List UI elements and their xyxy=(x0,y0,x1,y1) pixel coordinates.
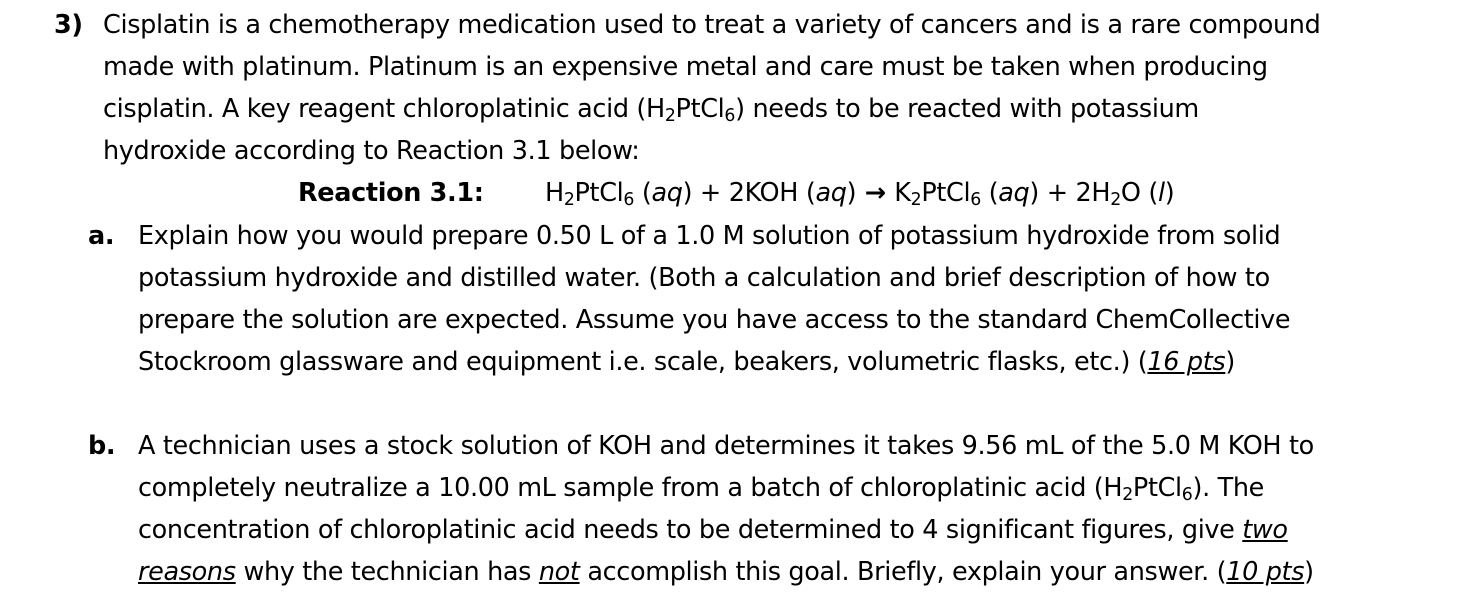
state-aq: aq xyxy=(998,178,1030,208)
part-b-points: 10 pts xyxy=(1226,557,1305,587)
part-b-line-2: completely neutralize a 10.00 mL sample from a batch of chloroplatinic acid $(H_2PtCl_6)$. The xyxy=(138,473,1264,505)
part-b-line-3: concentration of chloroplatinic acid needs to be determined to 4 significant figures, give two xyxy=(138,515,1288,545)
emphasis-two: two xyxy=(1242,515,1288,545)
part-a-line-4-text: Stockroom glassware and equipment i.e. scale, beakers, volumetric flasks, etc.) ( xyxy=(138,347,1148,377)
reactant-1: $H_2PtCl_6$ xyxy=(545,178,635,210)
part-b-line-4: reasons why the technician has not accomplish this goal. Briefly, explain your answer. (10 pts) xyxy=(138,557,1314,587)
reaction-label: Reaction 3.1: xyxy=(298,178,484,208)
product-1: $K_2PtCl_6$ xyxy=(894,178,981,210)
emphasis-reasons: reasons xyxy=(138,557,236,587)
question-intro-line-2: made with platinum. Platinum is an expensive metal and care must be taken when producing xyxy=(103,52,1268,82)
plus-sign: + xyxy=(1039,178,1076,208)
reaction-arrow-icon: → xyxy=(856,178,895,208)
part-a-line-1: Explain how you would prepare 0.50 L of a 1.0 M solution of potassium hydroxide from solid xyxy=(138,221,1281,251)
part-b-line-1: A technician uses a stock solution of KOH and determines it takes 9.56 mL of the 5.0 M KOH to xyxy=(138,431,1314,461)
state-aq: aq xyxy=(815,178,847,208)
part-b-letter: b. xyxy=(88,431,116,461)
intro-line3-text: cisplatin. A key reagent chloroplatinic acid (H xyxy=(103,94,665,124)
part-a-line-4 xyxy=(138,347,1235,377)
part-a-line-3: prepare the solution are expected. Assume you have access to the standard ChemCollective xyxy=(138,305,1291,335)
plus-sign: + xyxy=(692,178,729,208)
state-l: l xyxy=(1158,178,1165,208)
formula-text: PtCl xyxy=(675,94,725,124)
reaction-equation: $H_2PtCl_6$ (aq) + 2KOH $(aq) \to K_2PtCl_6$ $(aq) + 2H_2O$ (l) xyxy=(545,178,1175,210)
part-a-close-paren: ) xyxy=(1225,347,1235,377)
state-aq: aq xyxy=(651,178,683,208)
part-a-line-2: potassium hydroxide and distilled water. (Both a calculation and brief description of how to xyxy=(138,263,1270,293)
emphasis-not: not xyxy=(538,557,580,587)
intro-line3-text-end: ) needs to be reacted with potassium xyxy=(735,94,1199,124)
product-2: $2H_2O$ xyxy=(1075,178,1149,210)
subscript: 2 xyxy=(664,105,676,126)
reactant-2: 2KOH xyxy=(728,178,806,208)
question-intro-line-3 xyxy=(103,94,1199,124)
subscript: 6 xyxy=(724,105,736,126)
question-number: 3) xyxy=(54,10,83,40)
question-intro-line-1: Cisplatin is a chemotherapy medication used to treat a variety of cancers and is a rare compound xyxy=(103,10,1321,40)
part-a-letter: a. xyxy=(88,221,115,251)
part-a-points: 16 pts xyxy=(1147,347,1226,377)
question-intro-line-4: hydroxide according to Reaction 3.1 below: xyxy=(103,136,640,166)
